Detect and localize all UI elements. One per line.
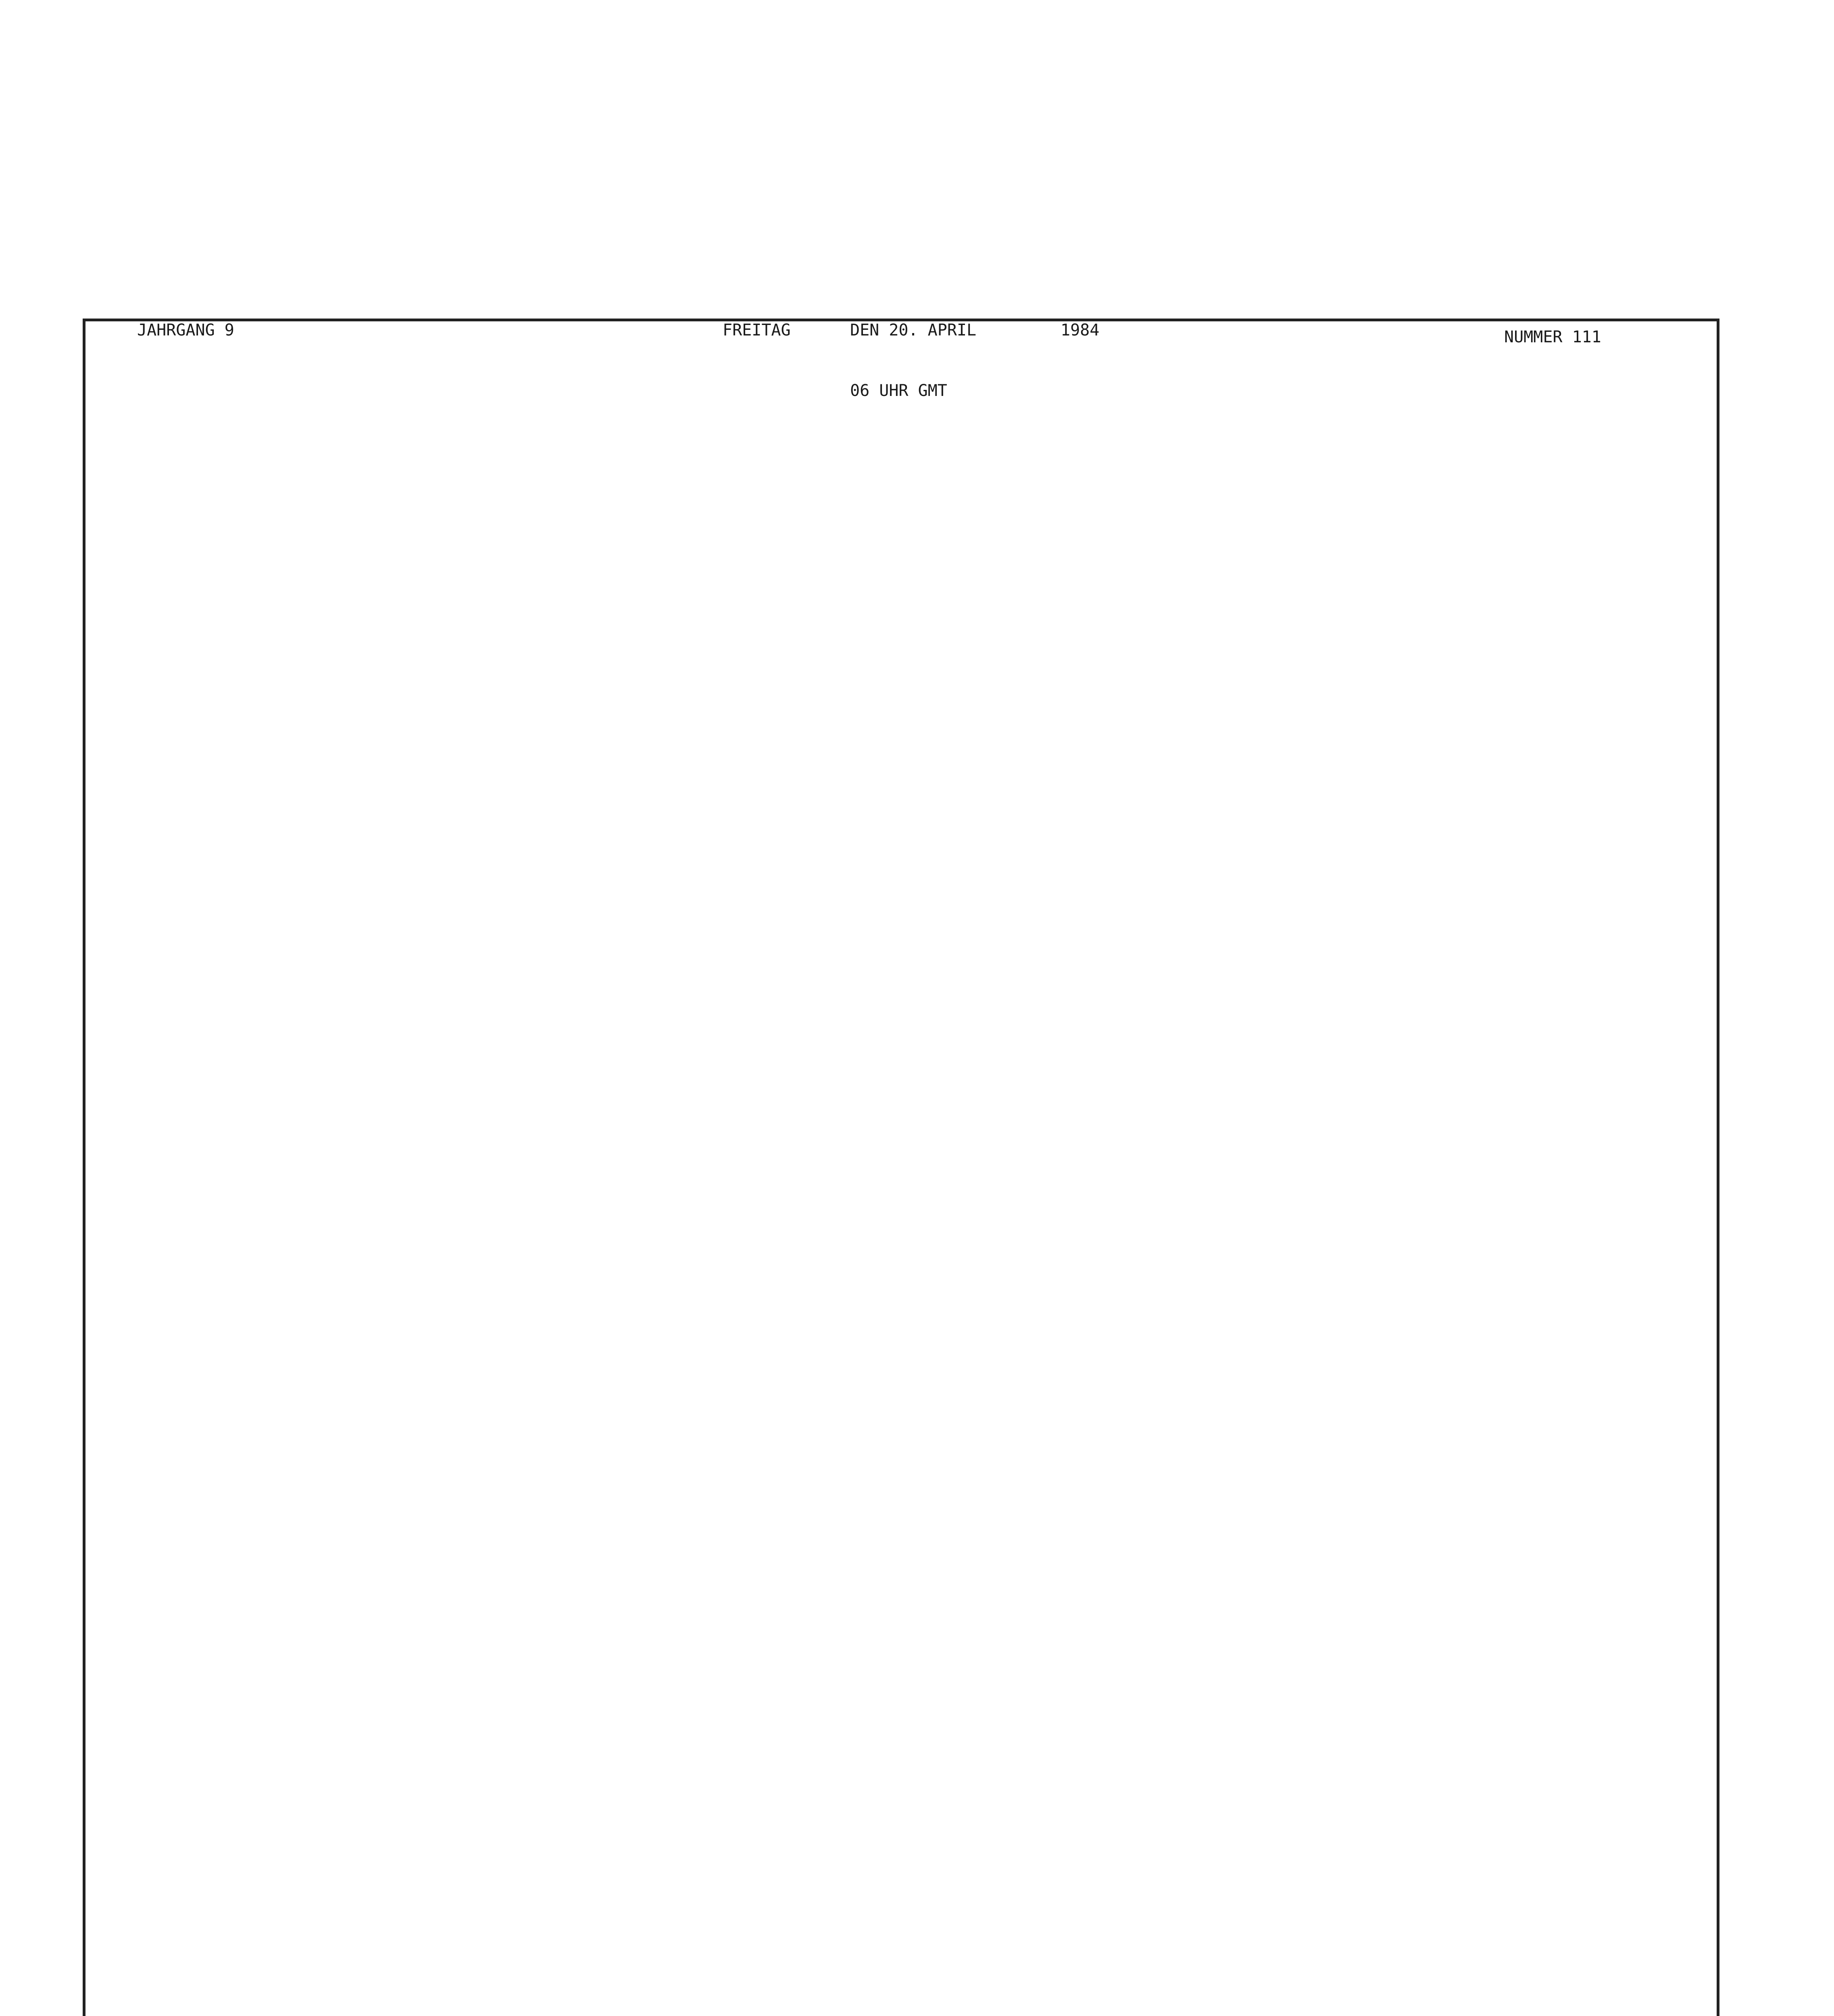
jahrgang-label: JAHRGANG 9 [137,321,234,339]
block-title: 06 UHR GMT [850,381,947,400]
year-label: 1984 [1061,321,1100,339]
date-label: DEN 20. APRIL [850,321,977,339]
weekday-label: FREITAG [723,321,791,339]
report-frame [83,319,1719,2016]
issue-number: NUMMER 111 [1504,328,1601,346]
